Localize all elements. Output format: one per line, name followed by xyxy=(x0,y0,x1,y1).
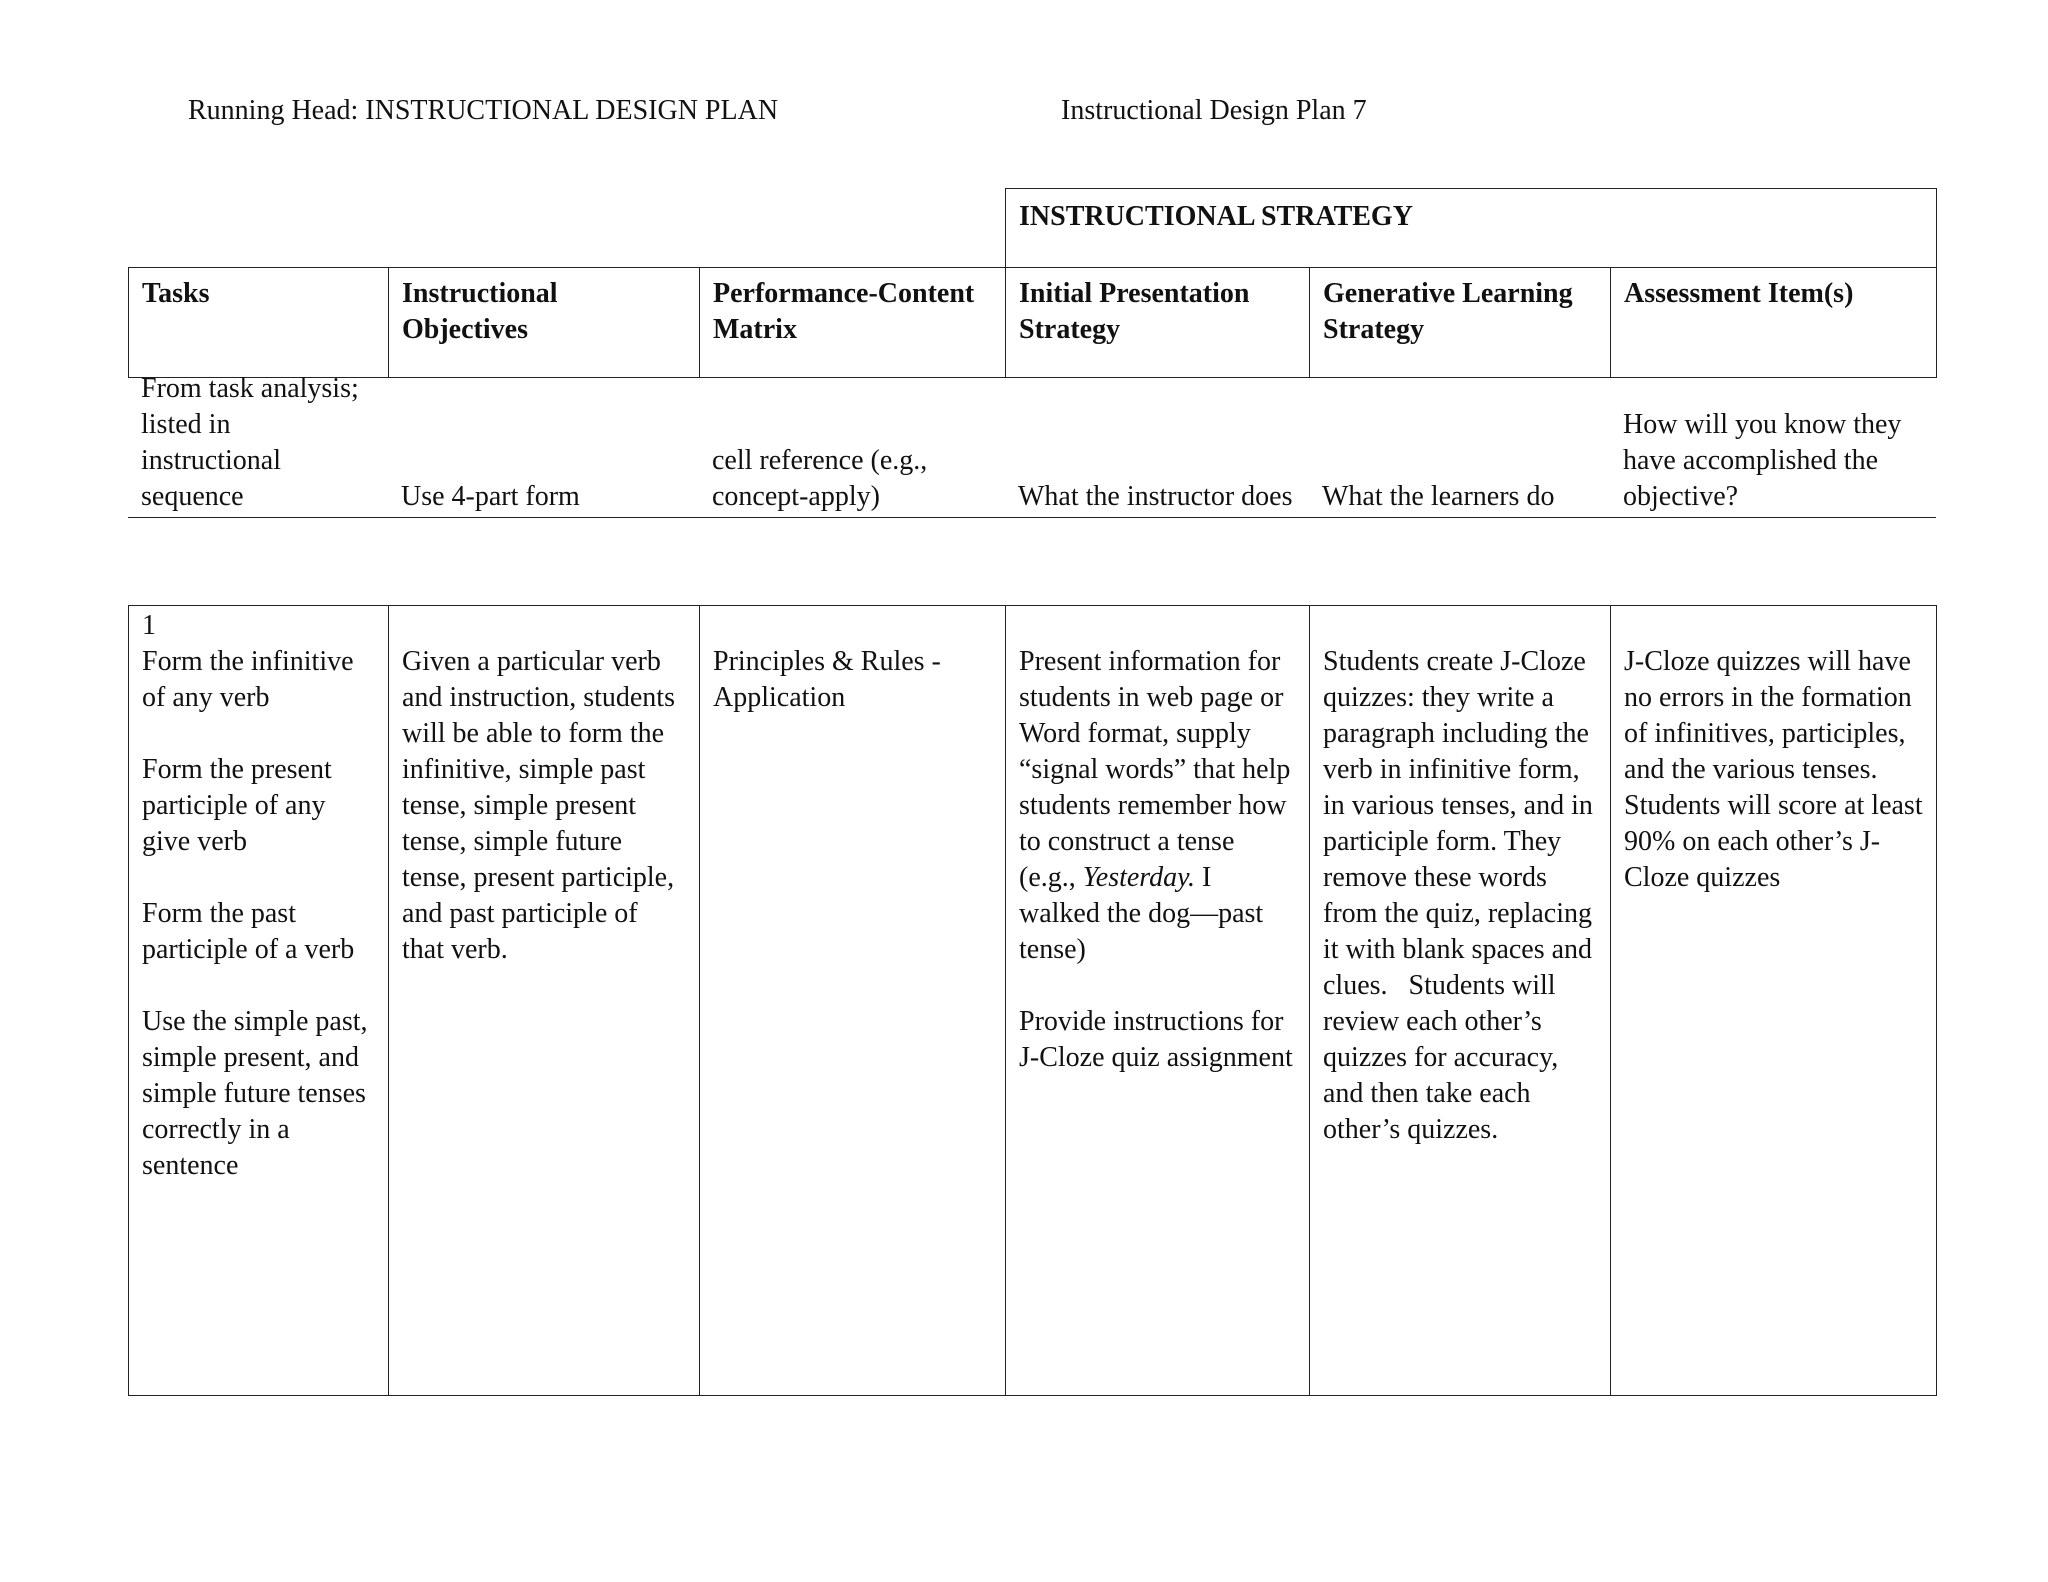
generative-description: What the learners do xyxy=(1322,481,1555,512)
column-description-generative xyxy=(1309,378,1611,517)
task-item: Form the infinitive of any verb xyxy=(142,646,354,713)
tasks-description: From task analysis; listed in instructional sequence xyxy=(141,373,359,512)
task-item: Form the past participle of a verb xyxy=(142,898,355,965)
column-heading-generative: Generative Learning Strategy xyxy=(1309,267,1611,378)
presentation-example-rest: I walked the dog—past tense) xyxy=(1019,862,1271,965)
column-heading-objectives: Instructional Objectives xyxy=(388,267,700,378)
presentation-intro: Present information for students in web page or Word format, supply “signal words” that help students remember how to construct a tense (e.g., xyxy=(1019,646,1291,893)
column-description-matrix xyxy=(699,378,1006,517)
task-item: Use the simple past, simple present, and simple future tenses correctly in a sentence xyxy=(142,1006,368,1181)
column-description-tasks xyxy=(128,373,389,517)
column-heading-matrix: Performance-Content Matrix xyxy=(699,267,1006,378)
column-heading-presentation: Initial Presentation Strategy xyxy=(1005,267,1310,378)
instructional-strategy-heading xyxy=(1005,188,1937,268)
row-1-objective-cell xyxy=(388,605,700,1396)
presentation-instructions: Provide instructions for J-Cloze quiz assignment xyxy=(1019,1006,1293,1073)
page-label: Instructional Design Plan 7 xyxy=(1061,95,1367,126)
row-1-presentation-cell xyxy=(1005,605,1310,1396)
running-head: Running Head: INSTRUCTIONAL DESIGN PLAN xyxy=(188,95,779,126)
presentation-text xyxy=(1019,644,1296,968)
generative-text: Students create J-Cloze quizzes: they write a paragraph including the verb in infinitive form, in various tenses, and in participle form. They remove these words from the quiz, replacing it with blank spaces and clues. Students will review each other’s quizzes for accuracy, and then take each other’s quizzes. xyxy=(1323,646,1600,1145)
presentation-description: What the instructor does xyxy=(1018,481,1293,512)
column-description-assessment xyxy=(1610,378,1937,517)
objective-text: Given a particular verb and instruction, students will be able to form the infinitive, simple past tense, simple present tense, simple future tense, present participle, and past participle of that verb. xyxy=(402,646,675,965)
description-divider xyxy=(128,517,1936,518)
matrix-text: Principles & Rules - Application xyxy=(713,646,941,713)
row-1-matrix-cell xyxy=(699,605,1006,1396)
strategy-heading-text: INSTRUCTIONAL STRATEGY xyxy=(1019,201,1413,232)
column-heading-assessment: Assessment Item(s) xyxy=(1610,267,1937,378)
row-1-generative-cell xyxy=(1309,605,1611,1396)
row-number: 1 xyxy=(142,610,156,641)
column-description-objectives xyxy=(388,378,700,517)
row-1-tasks-cell xyxy=(128,605,389,1396)
task-item: Form the present participle of any give verb xyxy=(142,754,332,857)
presentation-example-italic: Yesterday. xyxy=(1082,862,1196,893)
column-heading-tasks: Tasks xyxy=(128,267,389,378)
objectives-description: Use 4-part form xyxy=(401,481,580,512)
row-1-assessment-cell xyxy=(1610,605,1937,1396)
column-description-presentation xyxy=(1005,378,1310,517)
matrix-description: cell reference (e.g., concept-apply) xyxy=(712,445,928,512)
assessment-text: J-Cloze quizzes will have no errors in the formation of infinitives, participles, and the various tenses. Students will score at least 90% on each other’s J-Cloze quizzes xyxy=(1624,646,1930,893)
assessment-description: How will you know they have accomplished the objective? xyxy=(1623,409,1902,512)
